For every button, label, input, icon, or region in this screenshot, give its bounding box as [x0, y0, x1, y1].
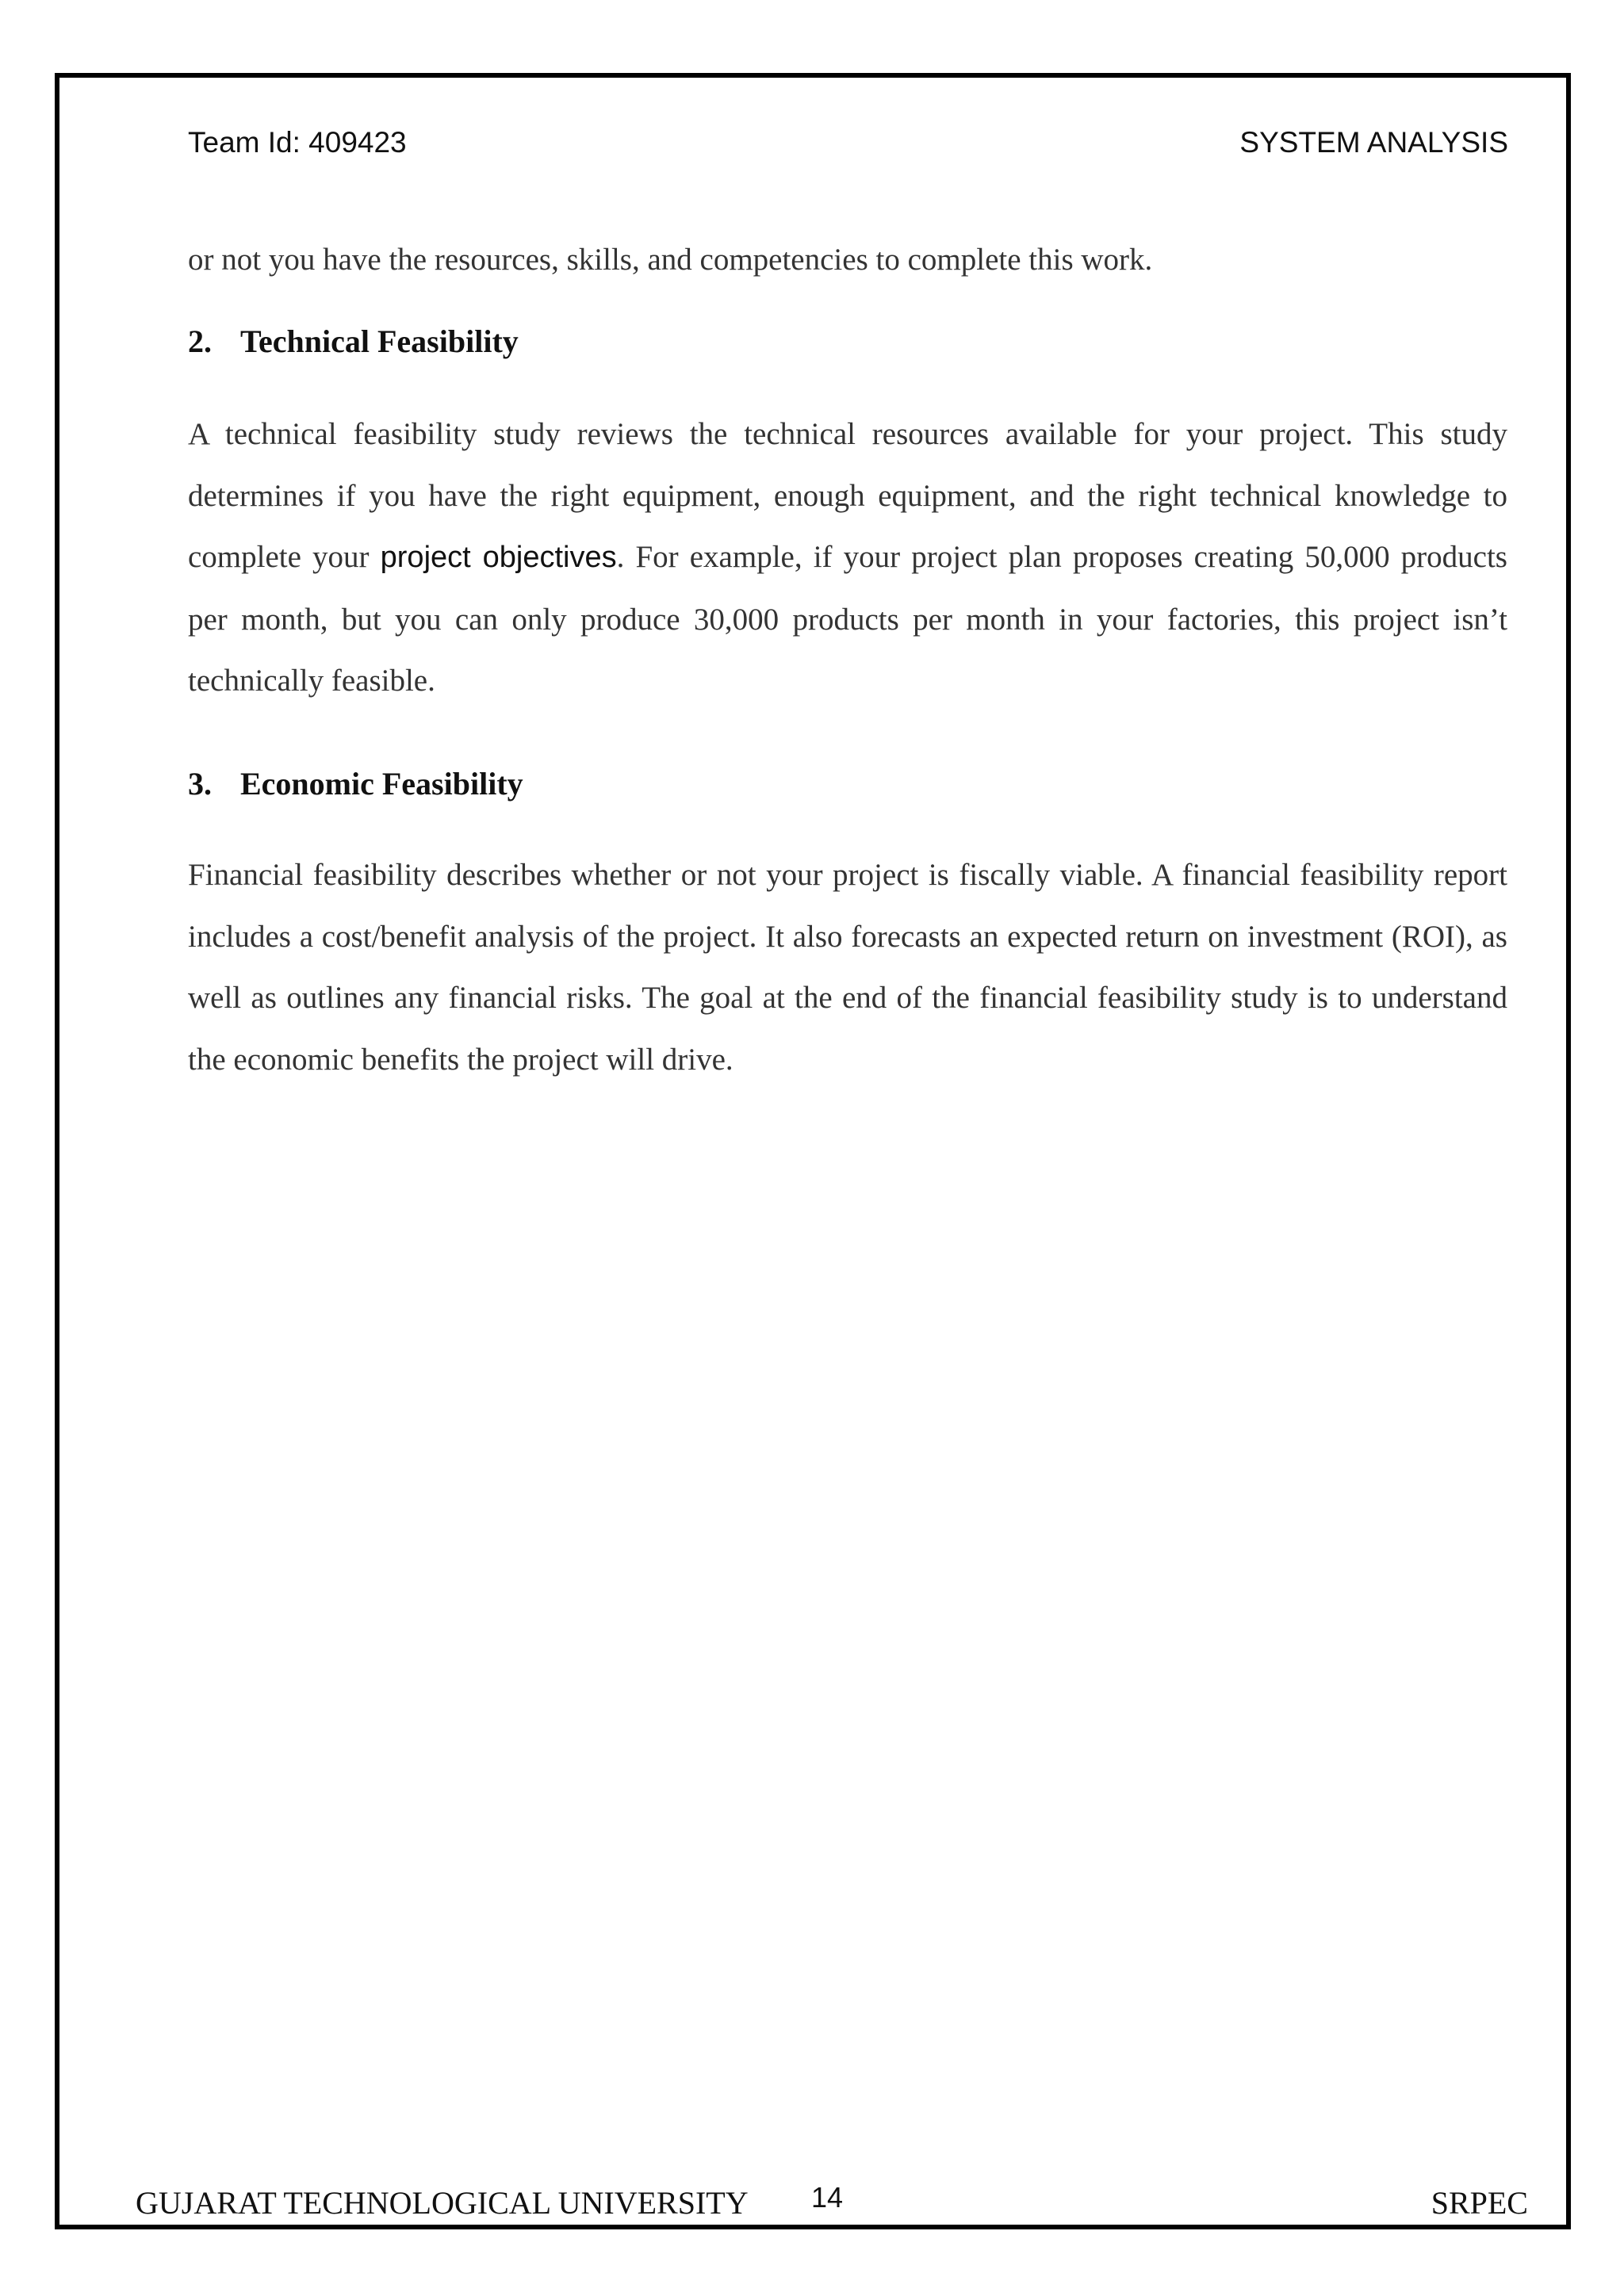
technical-feasibility-paragraph	[188, 404, 1507, 712]
section-title: Economic Feasibility	[240, 766, 523, 802]
continuation-text: or not you have the resources, skills, and competencies to complete this work.	[188, 243, 1153, 277]
footer-university: GUJARAT TECHNOLOGICAL UNIVERSITY	[136, 2185, 749, 2221]
paragraph-text: . For example, if your project plan proposes creating 50,000 products per month, but you can only produce 30,000 products per month in your factories, this project isn’t technically feasible.	[188, 540, 1507, 698]
economic-feasibility-paragraph: Financial feasibility describes whether or not your project is fiscally viable. A financial feasibility report includes a cost/benefit analysis of the project. It also forecasts an expected return on investment (ROI), as well as outlines any financial risks. The goal at the end of the financial feasibility study is to understand the economic benefits the project will drive.	[188, 858, 1507, 1077]
header-team-id: Team Id: 409423	[188, 126, 407, 159]
footer-page-number: 14	[811, 2181, 844, 2214]
section-title: Technical Feasibility	[240, 323, 519, 359]
section-heading-technical-feasibility	[188, 322, 519, 362]
project-objectives-link[interactable]: project objectives	[380, 541, 617, 574]
section-heading-economic-feasibility	[188, 764, 523, 804]
footer-college: SRPEC	[1431, 2185, 1528, 2221]
page-border	[55, 73, 1571, 2229]
section-number: 2.	[188, 323, 212, 359]
header-section-title: SYSTEM ANALYSIS	[1239, 126, 1508, 159]
section-number: 3.	[188, 766, 212, 802]
paragraph-text: A technical feasibility study reviews the technical resources available for your project. This study determines if you have the right equipment, enough equipment, and the right technical knowledge to complete your	[188, 417, 1507, 574]
